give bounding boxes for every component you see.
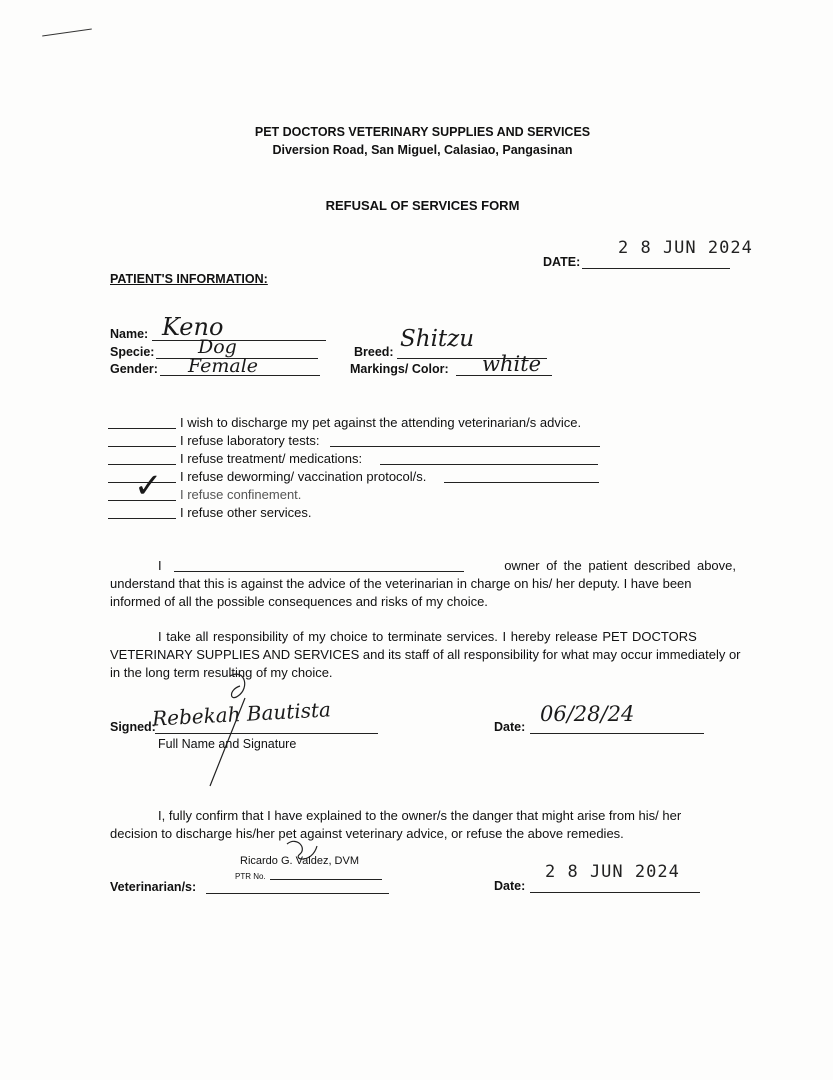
signed-label: Signed: [110, 720, 156, 734]
owner-signature: Rebekah Bautista [151, 697, 332, 731]
markings-label: Markings/ Color: [350, 362, 449, 376]
paragraph3-line1: I, fully confirm that I have explained to the owner/s the danger that might arise from his/ her [158, 808, 682, 823]
stray-pen-mark [42, 29, 92, 37]
vet-signature-icon [282, 834, 322, 874]
medications-line [380, 464, 598, 465]
owner-date-line [530, 733, 704, 734]
specie-value: Dog [198, 336, 237, 358]
form-title: REFUSAL OF SERVICES FORM [325, 198, 520, 213]
owner-name-line [174, 571, 464, 572]
option-blank-1 [108, 428, 176, 429]
paragraph1-line1-end: owner of the patient described above, [504, 558, 736, 573]
company-name: PET DOCTORS VETERINARY SUPPLIES AND SERVICES [254, 125, 591, 139]
owner-lead-i: I [158, 558, 162, 573]
breed-label: Breed: [354, 345, 394, 359]
owner-date-label: Date: [494, 720, 526, 734]
deworming-line [444, 482, 599, 483]
vet-date-stamp: 2 8 JUN 2024 [545, 862, 680, 882]
option-text-6: I refuse other services. [180, 505, 312, 520]
veterinarian-line [206, 893, 389, 894]
option-blank-3 [108, 464, 176, 465]
markings-value: white [482, 352, 542, 376]
veterinarian-label: Veterinarian/s: [110, 880, 197, 894]
name-label: Name: [110, 327, 149, 341]
vet-date-line [530, 892, 700, 893]
owner-date-value: 06/28/24 [540, 702, 635, 726]
vet-date-label: Date: [494, 879, 526, 893]
paragraph2-line3: in the long term resulting of my choice. [110, 665, 333, 680]
vet-printed-name: Ricardo G. Valdez, DVM [240, 855, 360, 867]
name-value: Keno [162, 313, 224, 341]
option-blank-2 [108, 446, 176, 447]
form-date-label: DATE: [543, 255, 581, 269]
form-date-line [582, 268, 730, 269]
option-text-5: I refuse confinement. [180, 487, 302, 502]
option-text-1: I wish to discharge my pet against the attending veterinarian/s advice. [180, 415, 582, 430]
paragraph2-line2: VETERINARY SUPPLIES AND SERVICES and its staff of all responsibility for what may occur immediately or [110, 647, 741, 662]
option-blank-6 [108, 518, 176, 519]
ptr-line [270, 879, 382, 880]
breed-value: Shitzu [400, 326, 475, 352]
ptr-label: PTR No. [235, 872, 266, 881]
confinement-check-icon: ✓ [134, 466, 163, 506]
paragraph2-line1: I take all responsibility of my choice to terminate services. I hereby release PET DOCTORS [158, 629, 697, 644]
gender-value: Female [188, 355, 259, 377]
paragraph3-line2: decision to discharge his/her pet against veterinary advice, or refuse the above remedies. [110, 826, 624, 841]
signature-flourish-icon [200, 668, 280, 788]
specie-label: Specie: [110, 345, 155, 359]
option-text-2: I refuse laboratory tests: [180, 433, 320, 448]
option-text-4: I refuse deworming/ vaccination protocol/s. [180, 469, 427, 484]
full-name-caption: Full Name and Signature [158, 737, 297, 751]
form-date-stamp: 2 8 JUN 2024 [618, 238, 753, 258]
company-address: Diversion Road, San Miguel, Calasiao, Pangasinan [272, 143, 573, 157]
paragraph1-line2: understand that this is against the advice of the veterinarian in charge on his/ her deputy. I have been [110, 576, 692, 591]
paragraph1-line3: informed of all the possible consequences and risks of my choice. [110, 594, 488, 609]
option-text-3: I refuse treatment/ medications: [180, 451, 363, 466]
patient-section-title: PATIENT'S INFORMATION: [110, 272, 268, 286]
lab-tests-line [330, 446, 600, 447]
gender-label: Gender: [110, 362, 158, 376]
